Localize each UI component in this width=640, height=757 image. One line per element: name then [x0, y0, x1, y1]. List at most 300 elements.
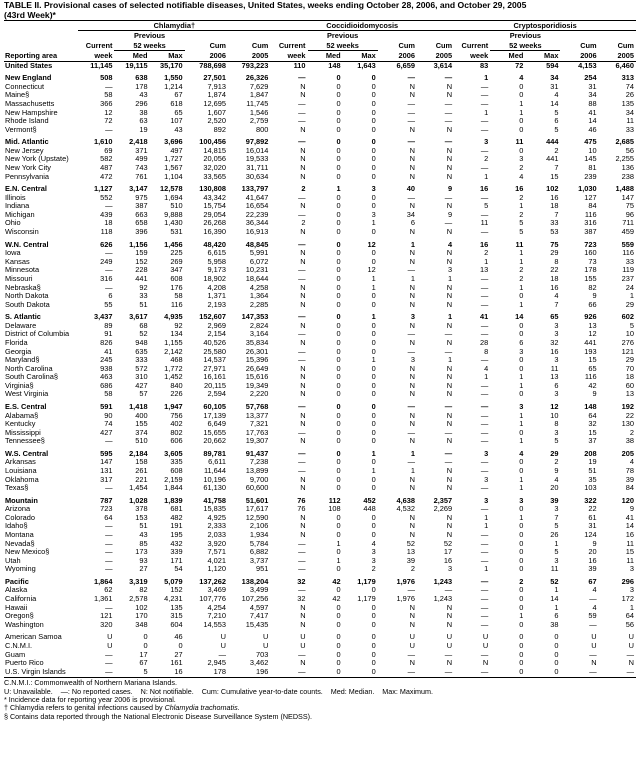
value-cell: 0 [519, 146, 524, 155]
value-cell: 37 [588, 437, 597, 446]
value-cell: 1,030 [578, 184, 597, 194]
value-cell: 7,913 [207, 82, 227, 91]
value-cell: U [107, 641, 113, 650]
value-cell: 4 [519, 172, 524, 181]
table-row [4, 446, 636, 459]
value-cell: 0 [554, 632, 559, 642]
value-cell: 0 [371, 257, 376, 266]
value-cell: 0 [336, 364, 341, 373]
header-previous: Previous [327, 31, 359, 41]
value-cell: 572 [135, 364, 148, 373]
value-cell: 161 [170, 659, 183, 668]
value-cell: 19 [588, 458, 597, 467]
value-cell: 11 [550, 364, 559, 373]
reporting-area-cell: Iowa [5, 249, 21, 258]
value-cell: 0 [336, 117, 341, 126]
value-cell: 427 [100, 428, 113, 437]
value-cell: N [446, 292, 453, 301]
table-row [4, 164, 636, 173]
value-cell: — [407, 347, 415, 356]
value-cell: N [446, 172, 453, 181]
value-cell: 444 [546, 137, 559, 147]
value-cell: 18 [104, 219, 113, 228]
value-cell: 0 [336, 467, 341, 475]
value-cell: U [263, 632, 269, 642]
value-cell: 0 [519, 117, 524, 126]
value-cell: 618 [170, 100, 183, 108]
value-cell: 249 [100, 257, 113, 266]
value-cell: 0 [336, 458, 341, 467]
value-cell: 1,418 [129, 401, 148, 411]
value-cell: 1 [484, 513, 489, 522]
value-cell: 3 [629, 586, 634, 595]
value-cell: — [480, 274, 489, 283]
reporting-area-cell: Mountain [5, 495, 38, 505]
reporting-area-cell: Puerto Rico [5, 659, 44, 668]
table-row [4, 557, 636, 566]
header-cum: Cum [398, 41, 415, 51]
value-cell: N [446, 373, 453, 382]
value-cell: 0 [336, 356, 341, 365]
value-cell: 75 [625, 202, 634, 211]
value-cell: 11,145 [90, 61, 113, 70]
value-cell: — [480, 146, 489, 155]
value-cell: N [300, 91, 306, 100]
value-cell: 0 [336, 321, 341, 330]
table-row [4, 476, 636, 485]
value-cell: — [480, 556, 489, 565]
value-cell: 0 [336, 338, 341, 347]
value-cell: 32,020 [203, 164, 227, 173]
value-cell: 4,638 [396, 495, 415, 505]
value-cell: 107,776 [199, 595, 227, 604]
table-row [4, 91, 636, 100]
value-cell: 1,120 [207, 565, 227, 574]
value-cell: 0 [519, 364, 524, 373]
value-cell: 3 [484, 448, 489, 458]
value-cell: 1 [519, 283, 524, 292]
reporting-area-cell: New York City [5, 164, 52, 173]
value-cell: — [480, 667, 489, 676]
header-2005: 2005 [599, 51, 636, 61]
value-cell: 245 [100, 356, 113, 365]
header-cum: Cum [209, 41, 227, 51]
value-cell: 3,617 [129, 312, 148, 322]
value-cell: 2,269 [433, 505, 453, 514]
value-cell: 92 [139, 283, 148, 292]
value-cell: N [446, 659, 453, 668]
value-cell: 0 [371, 330, 376, 339]
value-cell: — [298, 266, 306, 275]
table-row [4, 275, 636, 284]
value-cell: 2,969 [207, 321, 227, 330]
value-cell: N [300, 257, 306, 266]
value-cell: 32 [297, 595, 306, 604]
value-cell: 3,499 [249, 586, 269, 595]
value-cell: 11 [626, 556, 634, 565]
value-cell: 310 [135, 373, 148, 382]
value-cell: 73 [588, 257, 597, 266]
value-cell: 2 [629, 428, 634, 437]
value-cell: — [407, 266, 415, 275]
value-cell: — [480, 401, 489, 411]
value-cell: — [407, 100, 415, 108]
value-cell: 761 [135, 172, 148, 181]
value-cell: 1,772 [164, 364, 183, 373]
value-cell: 26,301 [245, 347, 269, 356]
title-line2: (43rd Week)* [4, 10, 56, 20]
value-cell: 16 [588, 556, 597, 565]
value-cell: 6 [554, 612, 559, 621]
value-cell: 0 [371, 249, 376, 258]
value-cell: 4,208 [207, 283, 227, 292]
value-cell: 3 [519, 495, 524, 505]
value-cell: 0 [519, 356, 524, 365]
reporting-area-cell: Maryland§ [5, 356, 40, 365]
reporting-area-cell: Minnesota [5, 266, 40, 275]
value-cell: 2 [519, 193, 524, 202]
value-cell: 0 [336, 603, 341, 612]
value-cell: — [407, 428, 415, 437]
value-cell: 33 [139, 292, 148, 301]
value-cell: 57 [139, 390, 148, 399]
value-cell: 192 [621, 401, 634, 411]
table-row [4, 522, 636, 531]
value-cell: 238 [621, 172, 634, 181]
value-cell: 387 [135, 202, 148, 211]
value-cell: 58 [104, 390, 113, 399]
value-cell: 2,255 [615, 155, 634, 164]
table-row [4, 284, 636, 293]
value-cell: 1 [519, 612, 524, 621]
value-cell: — [589, 650, 597, 659]
reporting-area-cell: United States [5, 61, 53, 70]
value-cell: U [446, 632, 453, 642]
value-cell: 0 [336, 292, 341, 301]
value-cell: 3,147 [129, 184, 148, 194]
value-cell: 51 [139, 522, 148, 531]
value-cell: 8 [554, 257, 559, 266]
value-cell: 16 [443, 556, 453, 565]
value-cell: — [626, 667, 634, 676]
value-cell: N [446, 381, 453, 390]
value-cell: U [409, 641, 415, 650]
value-cell: 0 [371, 390, 376, 399]
value-cell: — [407, 137, 415, 147]
value-cell: 0 [336, 125, 341, 134]
header-week: week [270, 51, 307, 61]
table-row [4, 134, 636, 147]
value-cell: 11 [626, 117, 634, 126]
value-cell: 12,695 [203, 100, 227, 108]
value-cell: 0 [519, 82, 524, 91]
value-cell: 0 [371, 632, 376, 642]
value-cell: 1 [519, 100, 524, 108]
value-cell: N [300, 155, 306, 164]
value-cell: 1,610 [93, 137, 113, 147]
value-cell: 0 [519, 125, 524, 134]
value-cell: — [480, 437, 489, 446]
value-cell: — [480, 321, 489, 330]
value-cell: — [298, 274, 306, 283]
value-cell: — [480, 330, 489, 339]
value-cell: 41 [480, 312, 489, 322]
value-cell: 16,014 [245, 146, 269, 155]
reporting-area-cell: Indiana [5, 202, 30, 211]
value-cell: 1 [519, 108, 524, 117]
value-cell: — [480, 100, 489, 108]
footnote-legend: U: Unavailable. —: No reported cases. N: Not notifiable. Cum: Cumulative year-to-date counts. Med: Median. Max: Maximum. [4, 686, 434, 696]
value-cell: 32 [588, 420, 597, 429]
value-cell: 0 [554, 667, 559, 676]
value-cell: 3 [554, 556, 559, 565]
value-cell: — [105, 125, 113, 134]
value-cell: 1 [519, 249, 524, 258]
value-cell: 317 [100, 475, 113, 484]
value-cell: 2,759 [249, 117, 269, 126]
value-cell: 313 [621, 73, 634, 83]
value-cell: 11 [515, 137, 524, 147]
value-cell: N [300, 522, 306, 531]
reporting-area-cell: E.S. Central [5, 401, 47, 411]
value-cell: 439 [100, 210, 113, 219]
value-cell: 0 [371, 292, 376, 301]
value-cell: 5 [554, 125, 559, 134]
value-cell: 112 [328, 495, 341, 505]
table-row [4, 330, 636, 339]
value-cell: 800 [256, 125, 269, 134]
value-cell: 67 [588, 576, 597, 586]
value-cell: N [409, 338, 415, 347]
reporting-area-cell: C.N.M.I. [5, 641, 33, 650]
value-cell: 6 [554, 381, 559, 390]
value-cell: 195 [170, 531, 183, 540]
value-cell: — [480, 595, 489, 604]
value-cell: 3,605 [164, 448, 183, 458]
value-cell: 681 [170, 505, 183, 514]
value-cell: N [409, 513, 415, 522]
value-cell: — [105, 82, 113, 91]
value-cell: 14 [625, 522, 634, 531]
value-cell: 3,737 [249, 556, 269, 565]
value-cell: 3 [554, 356, 559, 365]
value-cell: 261 [135, 467, 148, 475]
reporting-area-cell: Washington [5, 620, 44, 629]
value-cell: 43 [139, 91, 148, 100]
reporting-area-cell: Kentucky [5, 420, 36, 429]
header-reporting-area: Reporting area [4, 51, 78, 61]
value-cell: — [480, 576, 489, 586]
value-cell: 1,155 [164, 338, 183, 347]
value-cell: N [446, 249, 453, 258]
value-cell: — [626, 650, 634, 659]
value-cell: — [444, 219, 453, 228]
value-cell: 441 [135, 274, 148, 283]
value-cell: 52 [550, 576, 559, 586]
value-cell: 0 [371, 73, 376, 83]
value-cell: N [300, 437, 306, 446]
value-cell: — [444, 347, 453, 356]
table-row [4, 70, 636, 83]
value-cell: 12 [588, 330, 597, 339]
value-cell: 0 [336, 312, 341, 322]
reporting-area-cell: Mississippi [5, 428, 41, 437]
value-cell: 5 [484, 202, 489, 211]
value-cell: 3,469 [207, 586, 227, 595]
table-row [4, 651, 636, 660]
value-cell: 3,164 [249, 330, 269, 339]
value-cell: 12 [550, 401, 559, 411]
value-cell: 5 [554, 108, 559, 117]
value-cell: 225 [170, 249, 183, 258]
value-cell: 0 [371, 612, 376, 621]
value-cell: 11,644 [203, 467, 227, 475]
value-cell: — [407, 193, 415, 202]
value-cell: 1 [519, 381, 524, 390]
value-cell: 2 [554, 146, 559, 155]
reporting-area-cell: New Mexico§ [5, 548, 50, 557]
value-cell: 12,590 [245, 513, 269, 522]
value-cell: 1,567 [164, 164, 183, 173]
value-cell: 158 [135, 458, 148, 467]
value-cell: 0 [519, 595, 524, 604]
value-cell: 333 [135, 356, 148, 365]
table-row [4, 484, 636, 493]
value-cell: 0 [371, 172, 376, 181]
value-cell: 0 [371, 522, 376, 531]
value-cell: 0 [336, 249, 341, 258]
value-cell: 3 [448, 565, 453, 574]
value-cell: N [409, 420, 415, 429]
table-row [4, 642, 636, 651]
value-cell: 0 [519, 667, 524, 676]
value-cell: N [446, 467, 453, 475]
reporting-area-cell: Kansas [5, 257, 30, 266]
value-cell: 18 [550, 202, 559, 211]
value-cell: 43 [174, 125, 183, 134]
value-cell: 1,361 [93, 595, 113, 604]
value-cell: 48,845 [245, 239, 269, 249]
value-cell: 1 [371, 283, 376, 292]
value-cell: 3 [554, 321, 559, 330]
header-current: Current [278, 41, 306, 51]
reporting-area-cell: Idaho§ [5, 522, 28, 531]
value-cell: 802 [170, 428, 183, 437]
table-row [4, 339, 636, 348]
value-cell: — [298, 467, 306, 475]
value-cell: — [105, 283, 113, 292]
value-cell: 15,616 [245, 373, 269, 382]
value-cell: 1,488 [615, 184, 634, 194]
value-cell: 4,935 [164, 312, 183, 322]
value-cell: 951 [256, 565, 269, 574]
value-cell: N [409, 522, 415, 531]
value-cell: 74 [104, 420, 113, 429]
value-cell: N [409, 475, 415, 484]
value-cell: 0 [336, 565, 341, 574]
value-cell: 0 [336, 420, 341, 429]
value-cell: 608 [170, 467, 183, 475]
value-cell: 155 [584, 274, 597, 283]
value-cell: 31 [588, 82, 597, 91]
value-cell: 191 [170, 522, 183, 531]
reporting-area-cell: Tennessee§ [5, 437, 45, 446]
reporting-area-cell: Pacific [5, 576, 29, 586]
value-cell: 65 [588, 364, 597, 373]
value-cell: 16 [550, 193, 559, 202]
value-cell: 1,976 [396, 576, 415, 586]
value-cell: 4 [519, 73, 524, 83]
value-cell: — [444, 330, 453, 339]
value-cell: 5 [554, 522, 559, 531]
value-cell: 93 [139, 556, 148, 565]
reporting-area-cell: Massachusetts [5, 100, 55, 108]
value-cell: 0 [336, 641, 341, 650]
value-cell: 78 [625, 467, 634, 475]
value-cell: — [298, 586, 306, 595]
value-cell: N [446, 164, 453, 173]
value-cell: 582 [100, 155, 113, 164]
value-cell: 2,685 [615, 137, 634, 147]
value-cell: 145 [584, 155, 597, 164]
value-cell: 14 [550, 595, 559, 604]
table-row [4, 301, 636, 310]
value-cell: 17,139 [203, 411, 227, 420]
value-cell: 221 [135, 475, 148, 484]
value-cell: 237 [621, 274, 634, 283]
value-cell: 65 [550, 312, 559, 322]
value-cell: — [105, 249, 113, 258]
value-cell: 55 [104, 300, 113, 309]
value-cell: 53 [550, 228, 559, 237]
value-cell: 0 [336, 283, 341, 292]
value-cell: 1,607 [207, 108, 227, 117]
value-cell: 0 [371, 586, 376, 595]
value-cell: 0 [371, 475, 376, 484]
value-cell: 0 [336, 484, 341, 493]
value-cell: 19,307 [245, 437, 269, 446]
value-cell: 975 [135, 193, 148, 202]
value-cell: 531 [170, 228, 183, 237]
value-cell: N [628, 659, 634, 668]
value-cell: 0 [519, 522, 524, 531]
value-cell: 3 [484, 137, 489, 147]
value-cell: 0 [519, 620, 524, 629]
value-cell: 0 [336, 401, 341, 411]
table-row [4, 659, 636, 668]
value-cell: 41,758 [203, 495, 227, 505]
value-cell: 59 [588, 612, 597, 621]
value-cell: — [407, 650, 415, 659]
table-row [4, 493, 636, 506]
value-cell: 51 [139, 300, 148, 309]
value-cell: 27 [139, 565, 148, 574]
reporting-area-cell: W.N. Central [5, 239, 49, 249]
value-cell: 1,934 [249, 531, 269, 540]
reporting-area-cell: Wisconsin [5, 228, 39, 237]
value-cell: 0 [143, 641, 148, 650]
value-cell: N [300, 202, 306, 211]
value-cell: 432 [170, 539, 183, 548]
value-cell: 1 [554, 603, 559, 612]
value-cell: — [444, 448, 453, 458]
value-cell: 9,888 [164, 210, 183, 219]
value-cell: 6,615 [207, 249, 227, 258]
value-cell: 135 [170, 603, 183, 612]
value-cell: N [446, 420, 453, 429]
reporting-area-cell: New Jersey [5, 146, 44, 155]
value-cell: 339 [170, 548, 183, 557]
